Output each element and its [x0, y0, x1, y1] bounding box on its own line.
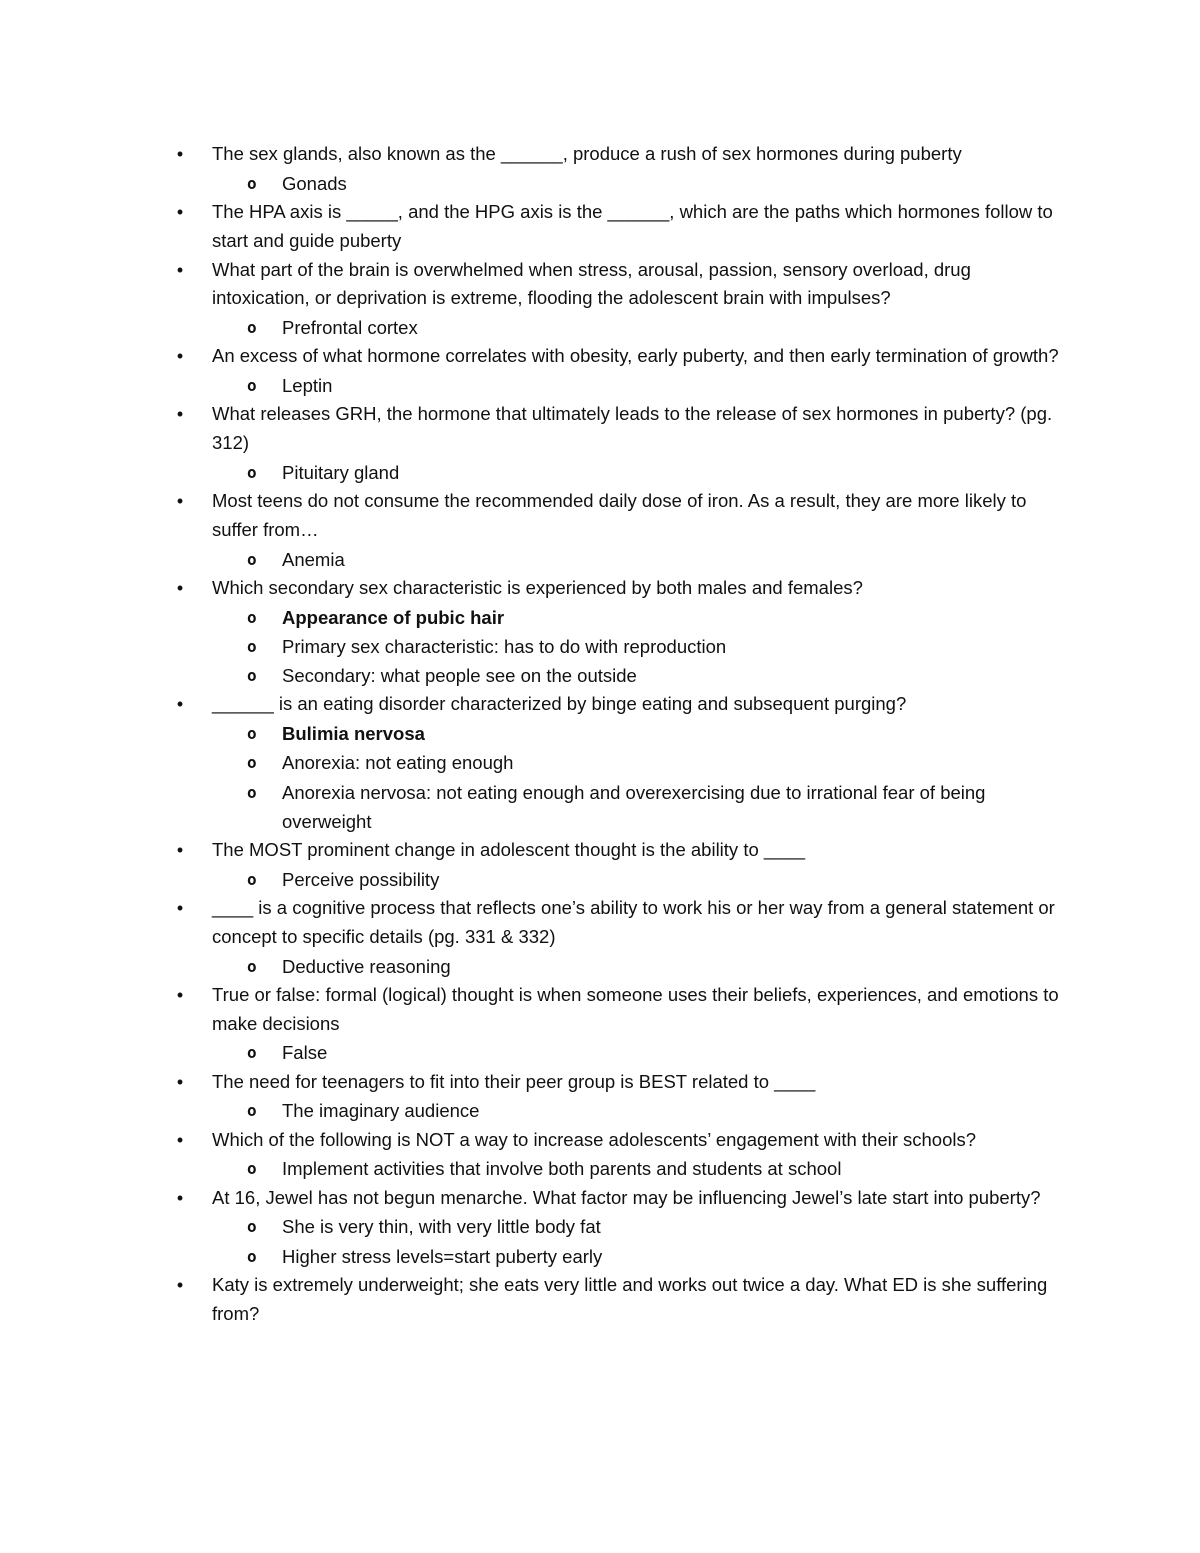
question-item — [0, 836, 1200, 865]
answer-item — [0, 1154, 1200, 1183]
question-item — [0, 981, 1200, 1039]
answer-text: Pituitary gland — [282, 461, 400, 483]
question-text: True or false: formal (logical) thought is when someone uses their beliefs, experiences, and emotions to make decisions — [212, 983, 1059, 1034]
bullet-icon: • — [176, 984, 184, 1005]
question-text: Which of the following is NOT a way to increase adolescents’ engagement with their schools? — [212, 1128, 977, 1150]
sub-bullet-icon: o — [247, 1217, 257, 1237]
answer-list — [0, 313, 1200, 342]
sub-bullet-icon: o — [247, 173, 257, 193]
question-item — [0, 894, 1200, 952]
answer-item — [0, 952, 1200, 981]
sub-bullet-icon: o — [247, 376, 257, 396]
sub-bullet-icon: o — [247, 753, 257, 773]
answer-list — [0, 371, 1200, 400]
answer-text: The imaginary audience — [282, 1100, 480, 1122]
answer-text: Higher stress levels=start puberty early — [282, 1245, 603, 1267]
answer-text: Anorexia nervosa: not eating enough and overexercising due to irrational fear of being overweight — [282, 781, 986, 832]
answer-list — [0, 169, 1200, 198]
answer-text: Leptin — [282, 375, 333, 397]
answer-item — [0, 778, 1200, 836]
document-page — [0, 140, 1200, 1328]
answer-list — [0, 545, 1200, 574]
bullet-icon: • — [176, 840, 184, 860]
answer-list — [0, 603, 1200, 691]
question-text: Most teens do not consume the recommended daily dose of iron. As a result, they are more likely to suffer from… — [212, 490, 1027, 540]
question-item — [0, 1068, 1200, 1097]
question-text: ____ is a cognitive process that reflects one’s ability to work his or her way from a general statement or concept to specific details (pg. 331 & 332) — [212, 897, 1055, 947]
question-text: Which secondary sex characteristic is experienced by both males and females? — [212, 576, 863, 598]
answer-list — [0, 1096, 1200, 1125]
answer-item — [0, 865, 1200, 894]
question-text: At 16, Jewel has not begun menarche. What factor may be influencing Jewel’s late start into puberty? — [212, 1186, 1041, 1208]
answer-list — [0, 865, 1200, 894]
question-text: An excess of what hormone correlates with obesity, early puberty, and then early termination of growth? — [212, 345, 1059, 367]
answer-text: Gonads — [282, 172, 347, 194]
question-item — [0, 690, 1200, 719]
answer-item — [0, 1212, 1200, 1241]
answer-item — [0, 748, 1200, 777]
bullet-icon: • — [176, 577, 184, 598]
question-text: The need for teenagers to fit into their peer group is BEST related to ____ — [212, 1070, 816, 1092]
sub-bullet-icon: o — [247, 666, 257, 686]
answer-item — [0, 371, 1200, 400]
sub-bullet-icon: o — [247, 636, 257, 656]
sub-bullet-icon: o — [247, 869, 257, 889]
bullet-icon: • — [176, 491, 184, 512]
answer-text: Bulimia nervosa — [282, 723, 425, 745]
question-item — [0, 140, 1200, 169]
question-list — [0, 140, 1200, 1328]
sub-bullet-icon: o — [247, 549, 257, 569]
answer-item — [0, 661, 1200, 690]
question-item — [0, 198, 1200, 256]
bullet-icon: • — [176, 1187, 184, 1208]
sub-bullet-icon: o — [247, 724, 257, 744]
question-item — [0, 574, 1200, 603]
sub-bullet-icon: o — [247, 1101, 257, 1121]
sub-bullet-icon: o — [247, 1246, 257, 1266]
answer-text: Appearance of pubic hair — [282, 606, 505, 628]
answer-list — [0, 952, 1200, 981]
bullet-icon: • — [176, 1129, 184, 1150]
answer-list — [0, 458, 1200, 487]
question-text: What releases GRH, the hormone that ultimately leads to the release of sex hormones in puberty? (pg. 312) — [212, 403, 1053, 454]
answer-list — [0, 1212, 1200, 1270]
sub-bullet-icon: o — [247, 607, 257, 627]
answer-text: Primary sex characteristic: has to do with reproduction — [282, 635, 727, 657]
answer-text: Deductive reasoning — [282, 955, 451, 977]
answer-text: Implement activities that involve both parents and students at school — [282, 1158, 842, 1180]
answer-text: Prefrontal cortex — [282, 317, 418, 339]
answer-item — [0, 1242, 1200, 1271]
answer-item — [0, 632, 1200, 661]
bullet-icon: • — [176, 259, 184, 280]
bullet-icon: • — [176, 898, 184, 918]
question-item — [0, 487, 1200, 545]
question-item — [0, 1271, 1200, 1329]
sub-bullet-icon: o — [247, 782, 257, 802]
answer-item — [0, 458, 1200, 487]
answer-item — [0, 1096, 1200, 1125]
answer-item — [0, 313, 1200, 342]
answer-item — [0, 719, 1200, 748]
bullet-icon: • — [176, 144, 184, 164]
answer-list — [0, 1154, 1200, 1183]
answer-item — [0, 1038, 1200, 1067]
answer-text: Anorexia: not eating enough — [282, 752, 514, 774]
answer-text: Secondary: what people see on the outside — [282, 665, 637, 687]
question-item — [0, 256, 1200, 314]
answer-item — [0, 545, 1200, 574]
bullet-icon: • — [176, 1274, 184, 1295]
sub-bullet-icon: o — [247, 956, 257, 976]
answer-list — [0, 1038, 1200, 1067]
question-item — [0, 400, 1200, 458]
answer-item — [0, 603, 1200, 632]
bullet-icon: • — [176, 694, 184, 715]
sub-bullet-icon: o — [247, 1159, 257, 1179]
answer-list — [0, 719, 1200, 836]
bullet-icon: • — [176, 1071, 184, 1092]
bullet-icon: • — [176, 202, 184, 222]
answer-item — [0, 169, 1200, 198]
question-text: The sex glands, also known as the ______, produce a rush of sex hormones during puberty — [212, 143, 962, 164]
answer-text: Anemia — [282, 548, 345, 570]
question-item — [0, 1184, 1200, 1213]
answer-text: She is very thin, with very little body fat — [282, 1216, 601, 1238]
sub-bullet-icon: o — [247, 1043, 257, 1063]
sub-bullet-icon: o — [247, 318, 257, 338]
bullet-icon: • — [176, 404, 184, 425]
question-text: Katy is extremely underweight; she eats very little and works out twice a day. What ED is she suffering from? — [212, 1273, 1048, 1324]
bullet-icon: • — [176, 346, 184, 367]
answer-text: False — [282, 1042, 328, 1064]
question-item — [0, 1126, 1200, 1155]
question-text: What part of the brain is overwhelmed when stress, arousal, passion, sensory overload, drug intoxication, or deprivation is extreme, flooding the adolescent brain with impulses? — [212, 258, 971, 309]
question-text: The MOST prominent change in adolescent thought is the ability to ____ — [212, 839, 806, 860]
question-text: ______ is an eating disorder characterized by binge eating and subsequent purging? — [212, 693, 907, 715]
question-item — [0, 342, 1200, 371]
sub-bullet-icon: o — [247, 462, 257, 482]
answer-text: Perceive possibility — [282, 868, 440, 890]
question-text: The HPA axis is _____, and the HPG axis is the ______, which are the paths which hormones follow to start and guide puberty — [212, 201, 1053, 251]
